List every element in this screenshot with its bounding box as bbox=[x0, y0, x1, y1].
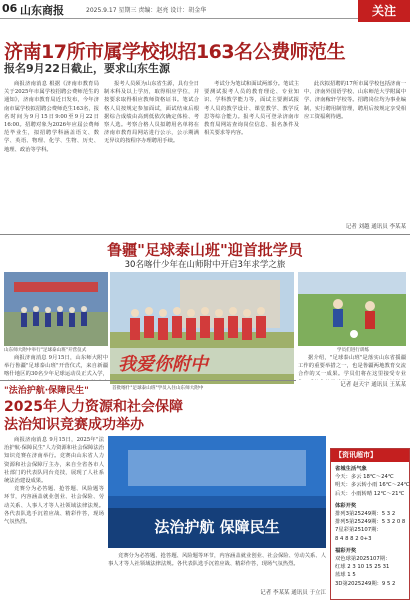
info-box bbox=[330, 448, 410, 600]
photo-banner-text: 我爱你附中 bbox=[118, 354, 208, 375]
article3-text-1: 商报济南消息 9月15日，2025年"法治护航·保障民生"人力资源和社会保障法治知识竞赛在济南举行。竞赛由山东省人力资源和社会保障厅主办，来自全省各市人社部门的代表队同台竞技，展现了人社系统法治建设成果。 bbox=[4, 437, 104, 485]
lottery2-line: 3D第2025249期：9 5 2 bbox=[335, 580, 396, 587]
weather-line: 后天：小雨转晴 12℃～21℃ bbox=[335, 490, 405, 497]
lottery2-title: 福彩开奖 bbox=[335, 547, 357, 554]
article3-column-1 bbox=[4, 436, 104, 596]
page-number: 06 bbox=[2, 2, 18, 15]
article3-title: 2025年人力资源和社会保障 bbox=[4, 399, 183, 415]
article1-text-2: 报考人员须为山东省生源，具有全日制本科及以上学历，取得相应学位，并按要求取得相应教师资格证书。笔试合格人员按规定参加面试，面试结束后根据综合成绩由高到低依次确定体检、考察人选。考察合格人员拟聘用名单将在济南市教育局网站进行公示，公示期满无异议的按程序办理聘用手续。 bbox=[104, 81, 199, 145]
article1-subtitle: 报名9月22日截止，要求山东生源 bbox=[4, 62, 170, 75]
photo-competition-text: 法治护航 保障民生 bbox=[154, 518, 280, 536]
lottery-line: 7星彩第25107期： bbox=[335, 527, 382, 534]
weather-line: 今天：多云 18℃～24℃ bbox=[335, 474, 394, 481]
article2-column-3 bbox=[298, 354, 406, 380]
article3-title-line2: 法治知识竞赛成功举办 bbox=[4, 417, 144, 433]
article1-text-3: 考试分为笔试和面试两部分。笔试主要测试报考人员的教育理论、专业知识、学科教学能力等，面试主要测试报考人员的教学设计、课堂教学、教学反思等综合能力。报考人员可登录济南市教育局网站查询岗位信息、报名条件及相关要求等内容。 bbox=[204, 81, 299, 137]
lottery2-line: 蓝球 1 5 bbox=[335, 572, 356, 579]
photo-caption-left: 山东师大附中举行"足球泰山班"开营仪式 bbox=[4, 348, 87, 353]
lottery2-line: 双色球第2025107期： bbox=[335, 556, 391, 563]
article2-title: 鲁疆"足球泰山班"迎首批学员 bbox=[107, 241, 303, 259]
weather-line: 明天：多云转小雨 16℃～24℃ bbox=[335, 482, 410, 489]
weather-title: 省城生活气象 bbox=[335, 466, 367, 472]
article3-text-2b: 竞赛分为必答题、抢答题、风险题等环节，内容涵盖就业创业、社会保险、劳动关系、人事人才等人社领域法律法规。各代表队选手沉着应战、精彩作答，现场气氛热烈。 bbox=[108, 553, 326, 568]
info-box-body bbox=[335, 465, 410, 588]
photo-competition bbox=[108, 436, 326, 548]
article3-text-2: 竞赛分为必答题、抢答题、风险题等环节，内容涵盖就业创业、社会保险、劳动关系、人事人才等人社领域法律法规。各代表队选手沉着应战、精彩作答，现场气氛热烈。 bbox=[4, 486, 104, 526]
divider-2 bbox=[0, 380, 296, 381]
article1-credit: 记者 刘越 通讯员 李某某 bbox=[345, 224, 406, 230]
article1-text-4: 此次拟招聘的17所市属学校包括济南一中、济南外国语学校、山东师范大学附属中学、济南稼轩学校等。招聘岗位均为事业编制，实行聘用制管理，聘用后按规定享受相应工资福利待遇。 bbox=[304, 81, 406, 120]
lottery-line: 排列3第25249期：5 3 2 bbox=[335, 511, 396, 518]
issue-meta: 2025.9.17 星期三 责编：赵亮 设计：胡金华 bbox=[86, 7, 207, 14]
divider bbox=[0, 234, 410, 235]
photo-training bbox=[298, 272, 406, 346]
lottery-line: 排列5第25249期：5 3 2 0 8 bbox=[335, 519, 406, 526]
article1-title: 济南17所市属学校拟招163名公费师范生 bbox=[4, 41, 346, 63]
article3-column-2 bbox=[108, 552, 326, 584]
photo-caption-right: 学员们进行训练 bbox=[336, 348, 370, 353]
article2-subtitle: 30名喀什少年在山师附中开启3年求学之旅 bbox=[124, 260, 286, 270]
lottery-title: 体彩开奖 bbox=[335, 502, 357, 509]
section-name: 山东商报 bbox=[20, 4, 64, 17]
article1-column-3 bbox=[204, 80, 299, 230]
article1-column-4 bbox=[304, 80, 406, 220]
lottery2-line: 红球 2 3 10 15 25 31 bbox=[335, 564, 390, 571]
article1-column-1 bbox=[4, 80, 99, 230]
lottery-line: 8 4 8 8 2 0+3 bbox=[335, 535, 372, 542]
info-box-title: 【资讯超市】 bbox=[331, 449, 409, 462]
page-header bbox=[0, 0, 410, 19]
photo-opening-ceremony bbox=[4, 272, 108, 346]
article2-text-1: 商报济南消息 9月15日，山东师大附中举行鲁疆"足球泰山班"开营仪式，来自新疆喀什地区的30名少年足球运动员正式入学， bbox=[4, 355, 108, 378]
article2-credit: 记者 赵天宇 通讯员 王某某 bbox=[340, 382, 406, 388]
article3-credit: 记者 李某某 通讯员 于立江 bbox=[260, 590, 326, 596]
photo-group bbox=[110, 272, 294, 384]
article1-column-2 bbox=[104, 80, 199, 230]
article2-text-3: 据介绍，"足球泰山班"是落实山东省援疆工作的重要举措之一，也是鲁疆两地教育交流合作的又一成果。学员们将在这里接受专业 bbox=[298, 355, 406, 378]
article3-kicker: "法治护航·保障民生" bbox=[4, 386, 89, 396]
photo-caption-mid: 首批喀什"足球泰山班"学员入住山东师大附中 bbox=[112, 386, 204, 391]
column-tag: 关注 bbox=[358, 0, 410, 22]
article1-text-1: 商报济南消息 根据《济南市教育局关于2025年市属学校招聘公费师范生的通知》，济南市教育局近日发布，今年济南市属学校拟招聘公费师范生163名，报名时间为9月15日9:00至9月22日16:00。招聘对象为2026年应届公费师范毕业生，拟招聘学科涵盖语文、数学、英语、物理、化学、生物、历史、地理、政治等学科。 bbox=[4, 81, 99, 153]
article2-column-1 bbox=[4, 354, 108, 380]
